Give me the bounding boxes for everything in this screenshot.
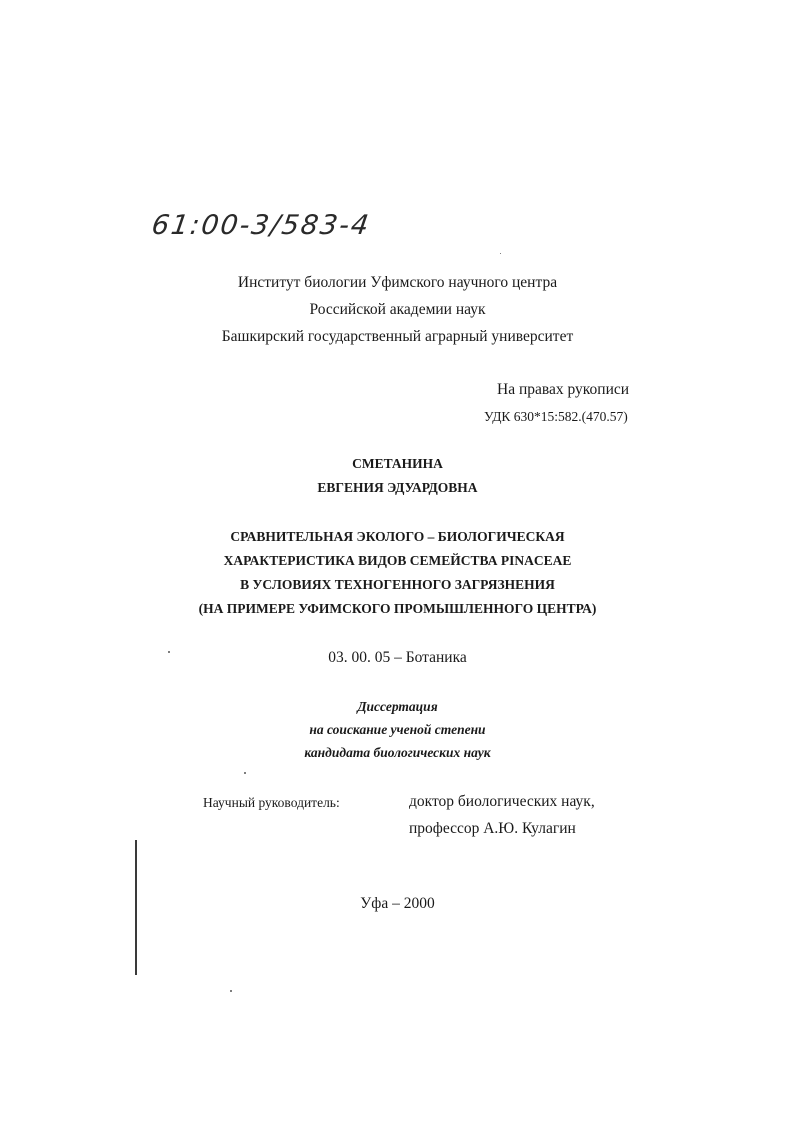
author-given-names: ЕВГЕНИЯ ЭДУАРДОВНА bbox=[317, 480, 478, 495]
specialty-code: 03. 00. 05 – Ботаника bbox=[328, 649, 467, 666]
institution-line-2: Российской академии наук bbox=[309, 301, 486, 318]
udc-code: УДК 630*15:582.(470.57) bbox=[484, 409, 628, 424]
title-line-2: ХАРАКТЕРИСТИКА ВИДОВ СЕМЕЙСТВА PINACEAE bbox=[223, 553, 572, 568]
manuscript-rights: На правах рукописи bbox=[497, 381, 630, 398]
handwritten-archive-code: 61:00-3/583-4 bbox=[149, 210, 373, 241]
scan-speck bbox=[168, 651, 170, 653]
institution-line-1: Институт биологии Уфимского научного центра bbox=[237, 274, 558, 291]
supervisor-degree: доктор биологических наук, bbox=[409, 793, 595, 810]
supervisor-label: Научный руководитель: bbox=[203, 795, 340, 810]
scan-edge-mark bbox=[135, 840, 137, 975]
title-line-1: СРАВНИТЕЛЬНАЯ ЭКОЛОГО – БИОЛОГИЧЕСКАЯ bbox=[230, 529, 565, 544]
city-year: Уфа – 2000 bbox=[360, 895, 435, 912]
scan-speck bbox=[230, 990, 232, 992]
scan-speck bbox=[500, 253, 501, 254]
degree-name-line: кандидата биологических наук bbox=[304, 745, 491, 760]
degree-sought-line: на соискание ученой степени bbox=[309, 722, 486, 737]
supervisor-name: профессор А.Ю. Кулагин bbox=[409, 820, 576, 837]
title-line-3: В УСЛОВИЯХ ТЕХНОГЕННОГО ЗАГРЯЗНЕНИЯ bbox=[240, 577, 555, 592]
scan-speck bbox=[244, 772, 246, 774]
title-line-4: (НА ПРИМЕРЕ УФИМСКОГО ПРОМЫШЛЕННОГО ЦЕНТРА) bbox=[198, 601, 597, 616]
institution-line-3: Башкирский государственный аграрный университет bbox=[221, 328, 574, 345]
dissertation-label: Диссертация bbox=[357, 699, 438, 714]
author-surname: СМЕТАНИНА bbox=[352, 456, 443, 471]
